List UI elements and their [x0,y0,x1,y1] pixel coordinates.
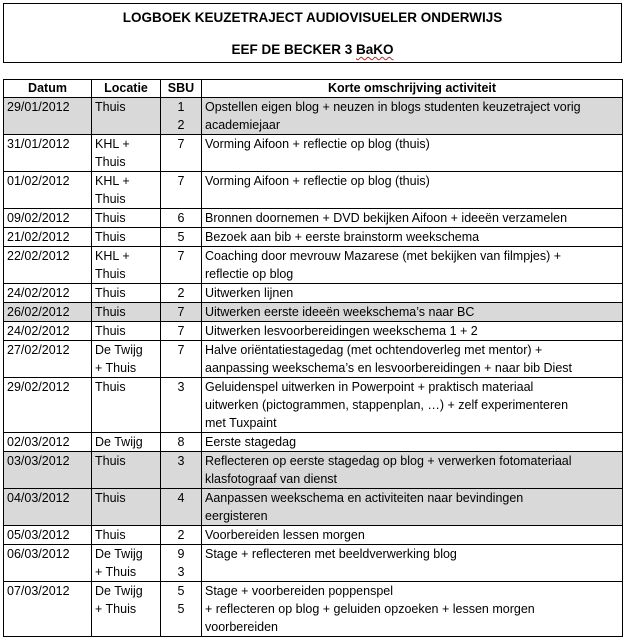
cell-date: 27/02/2012 [4,341,92,378]
cell-description-line: Uitwerken lijnen [205,286,294,300]
cell-location-line: + Thuis [95,602,137,616]
cell-sbu [161,284,202,303]
column-header-description: Korte omschrijving activiteit [202,80,623,98]
cell-sbu-line: 6 [177,211,185,225]
cell-description [202,247,623,284]
cell-sbu-line: 7 [177,174,185,188]
cell-location-line: KHL + [95,249,130,263]
cell-location-line: Thuis [95,211,126,225]
cell-description-line: Coaching door mevrouw Mazarese (met bekijken van filmpjes) + [205,249,562,263]
table-row [4,341,623,378]
table-row [4,433,623,452]
cell-description-line: Voorbereiden lessen morgen [205,528,365,542]
cell-date: 07/03/2012 [4,582,92,637]
cell-location [92,341,161,378]
cell-description [202,378,623,433]
cell-date: 22/02/2012 [4,247,92,284]
cell-sbu-line: 8 [177,435,185,449]
cell-location [92,228,161,247]
cell-location-line: Thuis [95,491,126,505]
cell-date: 05/03/2012 [4,526,92,545]
cell-location [92,582,161,637]
column-header-sbu: SBU [161,80,202,98]
cell-location-line: Thuis [95,192,126,206]
cell-location-line: Thuis [95,454,126,468]
cell-sbu-line: 2 [177,286,185,300]
cell-date: 09/02/2012 [4,209,92,228]
cell-description-line: Bronnen doornemen + DVD bekijken Aifoon + ideeën verzamelen [205,211,568,225]
cell-description-line: Stage + voorbereiden poppenspel [205,584,393,598]
cell-date: 04/03/2012 [4,489,92,526]
table-row [4,303,623,322]
cell-sbu-line: 3 [177,380,185,394]
cell-sbu [161,378,202,433]
cell-sbu [161,433,202,452]
cell-sbu-line: 3 [177,454,185,468]
table-row [4,452,623,489]
cell-description-line: reflectie op blog [205,267,294,281]
cell-description [202,452,623,489]
cell-description-line: Reflecteren op eerste stagedag op blog + verwerken fotomateriaal [205,454,572,468]
cell-description-line: Uitwerken eerste ideeën weekschema’s naar BC [205,305,475,319]
cell-sbu [161,322,202,341]
cell-sbu [161,247,202,284]
cell-date: 24/02/2012 [4,322,92,341]
table-row [4,322,623,341]
table-row [4,489,623,526]
cell-location [92,545,161,582]
cell-location-line: Thuis [95,528,126,542]
cell-sbu [161,98,202,135]
cell-date: 01/02/2012 [4,172,92,209]
cell-sbu [161,545,202,582]
cell-location [92,322,161,341]
cell-location-line: De Twijg [95,343,143,357]
cell-description [202,433,623,452]
cell-sbu [161,526,202,545]
cell-location [92,247,161,284]
cell-sbu [161,228,202,247]
cell-description-line: Eerste stagedag [205,435,297,449]
cell-location [92,303,161,322]
cell-sbu-line: 7 [177,343,185,357]
cell-location-line: Thuis [95,100,126,114]
cell-sbu-line: 7 [177,249,185,263]
cell-description [202,209,623,228]
cell-sbu-line: 4 [177,491,185,505]
student-class: BaKO [356,42,394,57]
cell-location-line: De Twijg [95,547,143,561]
cell-location [92,452,161,489]
table-row [4,582,623,637]
cell-description-line: Vorming Aifoon + reflectie op blog (thuis) [205,137,430,151]
cell-location-line: KHL + [95,137,130,151]
cell-date: 02/03/2012 [4,433,92,452]
cell-location [92,209,161,228]
student-line [4,42,621,57]
cell-description-line: eergisteren [205,509,268,523]
cell-description [202,582,623,637]
table-row [4,172,623,209]
table-row [4,209,623,228]
cell-location-line: KHL + [95,174,130,188]
cell-description [202,341,623,378]
table-row [4,98,623,135]
cell-location [92,526,161,545]
cell-description-line: academiejaar [205,118,281,132]
cell-description-line: Geluidenspel uitwerken in Powerpoint + praktisch materiaal [205,380,534,394]
cell-date: 29/02/2012 [4,378,92,433]
cell-description-line: Stage + reflecteren met beeldverwerking blog [205,547,457,561]
cell-sbu-line: 9 [177,547,185,561]
cell-sbu [161,172,202,209]
cell-description [202,526,623,545]
cell-description-line: met Tuxpaint [205,416,277,430]
cell-description-line: Aanpassen weekschema en activiteiten naar bevindingen [205,491,524,505]
cell-description [202,489,623,526]
cell-description-line: Opstellen eigen blog + neuzen in blogs studenten keuzetraject vorig [205,100,581,114]
student-name: EEF DE BECKER 3 [231,42,356,57]
cell-description-line: klasfotograaf van dienst [205,472,338,486]
cell-sbu-line: 7 [177,324,185,338]
cell-location [92,135,161,172]
cell-location-line: Thuis [95,286,126,300]
cell-description [202,228,623,247]
table-header-row [4,80,623,98]
cell-location-line: Thuis [95,305,126,319]
cell-date: 21/02/2012 [4,228,92,247]
cell-location-line: Thuis [95,267,126,281]
cell-date: 24/02/2012 [4,284,92,303]
cell-location-line: Thuis [95,155,126,169]
cell-date: 31/01/2012 [4,135,92,172]
logbook-title: LOGBOEK KEUZETRAJECT AUDIOVISUELER ONDERWIJS [122,10,503,25]
cell-description [202,98,623,135]
cell-description-line: Vorming Aifoon + reflectie op blog (thuis) [205,174,430,188]
cell-date: 06/03/2012 [4,545,92,582]
activity-table [3,79,623,637]
cell-sbu-line: 2 [177,118,185,132]
column-header-location: Locatie [92,80,161,98]
cell-location [92,98,161,135]
logbook-header [3,3,622,63]
cell-location-line: + Thuis [95,565,137,579]
table-body [4,98,623,637]
cell-description-line: uitwerken (pictogrammen, stappenplan, …) + zelf experimenteren [205,398,569,412]
cell-description [202,172,623,209]
cell-sbu-line: 5 [177,230,185,244]
table-row [4,545,623,582]
cell-location [92,172,161,209]
cell-description-line: + reflecteren op blog + geluiden opzoeken + lessen morgen [205,602,535,616]
cell-sbu-line: 2 [177,528,185,542]
cell-description [202,322,623,341]
cell-location-line: Thuis [95,324,126,338]
cell-sbu [161,341,202,378]
cell-sbu-line: 5 [177,584,185,598]
cell-date: 26/02/2012 [4,303,92,322]
cell-sbu-line: 1 [177,100,185,114]
cell-location [92,489,161,526]
cell-description-line: Bezoek aan bib + eerste brainstorm weekschema [205,230,480,244]
table-row [4,135,623,172]
table-row [4,284,623,303]
cell-date: 03/03/2012 [4,452,92,489]
cell-description-line: Halve oriëntatiestagedag (met ochtendoverleg met mentor) + [205,343,543,357]
cell-sbu [161,489,202,526]
cell-sbu [161,452,202,489]
table-row [4,228,623,247]
cell-location-line: De Twijg [95,584,143,598]
cell-sbu-line: 7 [177,305,185,319]
cell-location [92,433,161,452]
cell-description-line: voorbereiden [205,620,278,634]
column-header-date: Datum [4,80,92,98]
cell-location [92,378,161,433]
table-row [4,247,623,284]
cell-description [202,284,623,303]
cell-description-line: Uitwerken lesvoorbereidingen weekschema 1 + 2 [205,324,478,338]
cell-location [92,284,161,303]
cell-description [202,135,623,172]
cell-location-line: + Thuis [95,361,137,375]
cell-location-line: Thuis [95,230,126,244]
cell-sbu-line: 7 [177,137,185,151]
cell-date: 29/01/2012 [4,98,92,135]
cell-sbu [161,582,202,637]
cell-sbu-line: 3 [177,565,185,579]
cell-location-line: De Twijg [95,435,143,449]
table-row [4,378,623,433]
cell-sbu-line: 5 [177,602,185,616]
cell-sbu [161,209,202,228]
cell-sbu [161,303,202,322]
cell-description [202,545,623,582]
cell-sbu [161,135,202,172]
cell-description [202,303,623,322]
cell-description-line: aanpassing weekschema’s en lesvoorbereidingen + naar bib Diest [205,361,573,375]
table-row [4,526,623,545]
cell-location-line: Thuis [95,380,126,394]
